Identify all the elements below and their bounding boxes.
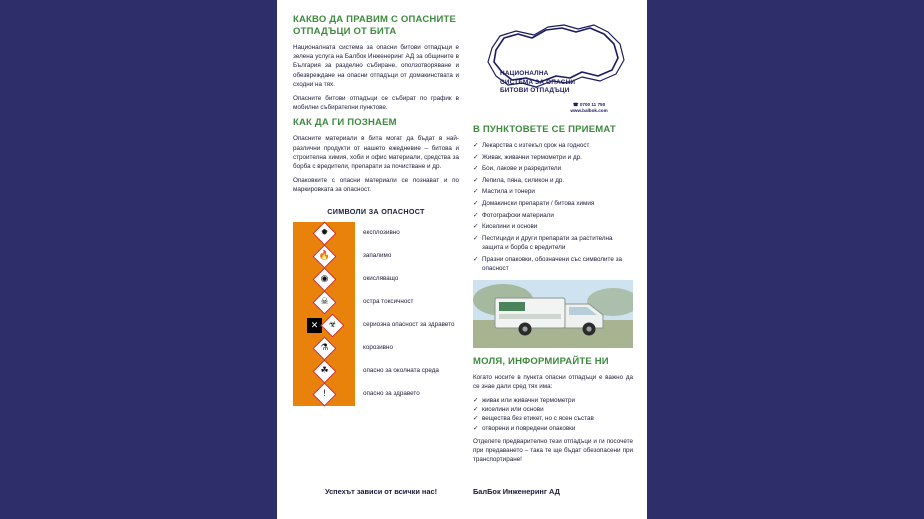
list-item: ✓ Празни опаковки, обозначени със символите за опасност <box>473 255 623 273</box>
health-hazard-exclamation-icon: ! <box>293 383 355 406</box>
paragraph-schedule: Опасните битови отпадъци се събират по график в мобилни събирателни пунктове. <box>293 95 459 112</box>
accepted-items-list <box>473 141 633 274</box>
symbol-row <box>293 314 459 337</box>
check-icon: ✓ <box>473 406 479 414</box>
logo-contact <box>552 102 626 115</box>
footer-slogan: Успехът зависи от всички нас! <box>324 487 438 496</box>
check-icon: ✓ <box>473 188 479 196</box>
symbol-row <box>293 383 459 406</box>
list-item: ✓ Живак, живачни термометри и др. <box>473 153 582 161</box>
symbol-label: корозивно <box>363 344 393 352</box>
paragraph-system-description: Националната система за опасни битови отпадъци е зелена услуга на Балбок Инженеринг АД за общините в България за разделно събиране, оползотворяване и обезвреждане на опасни отпадъци от домакинствата и сходни на тях. <box>293 44 459 88</box>
symbol-row <box>293 337 459 360</box>
logo-name-line1: НАЦИОНАЛНА <box>500 70 549 77</box>
leaflet-sheet <box>277 0 647 519</box>
logo-name <box>500 70 622 96</box>
symbol-label: опасно за околната среда <box>363 367 439 375</box>
check-icon: ✓ <box>473 142 479 149</box>
list-item: ✓ отворени и повредени опаковки <box>473 424 576 432</box>
symbol-label: остра токсичност <box>363 298 414 306</box>
list-item: ✓ киселини или основи <box>473 406 544 414</box>
symbols-title: СИМВОЛИ ЗА ОПАСНОСТ <box>327 206 425 216</box>
check-icon: ✓ <box>473 211 479 219</box>
section-title-how-to-recognize: КАК ДА ГИ ПОЗНАЕМ <box>293 117 397 129</box>
bulgaria-map-icon <box>478 14 628 114</box>
list-item: ✓ Бои, лакове и разредители <box>473 165 562 173</box>
collection-truck-photo <box>473 280 633 348</box>
list-item: ✓ Лекарства с изтекъл срок на годност <box>473 142 590 149</box>
paragraph-inform-closing: Отделете предварително тези отпадъци и ги посочете при предаването – така те ще бъдат обезопасени при транспортиране! <box>473 437 633 464</box>
list-item: ✓ Домакински препарати / битова химия <box>473 199 595 207</box>
section-title-what-to-do: КАКВО ДА ПРАВИМ С ОПАСНИТЕ ОТПАДЪЦИ ОТ БИТА <box>293 14 457 37</box>
footer-company: БалБок Инженеринг АД <box>473 487 560 496</box>
website-url[interactable]: www.balbok.com <box>570 108 608 114</box>
logo-block <box>478 14 628 124</box>
list-item: ✓ Лепила, пяна, силикон и др. <box>473 176 565 184</box>
check-icon: ✓ <box>473 165 479 173</box>
right-column <box>473 14 633 469</box>
logo-name-line2: СИСТЕМА ЗА ОПАСНИ <box>500 78 576 86</box>
symbol-label: запалимо <box>363 252 392 260</box>
list-item: ✓ Пестициди и други препарати за растителна защита и борба с вредители <box>473 234 613 252</box>
symbol-label: окисляващо <box>363 275 399 283</box>
check-icon: ✓ <box>473 255 479 263</box>
phone-number: ☎ 0700 11 750 <box>572 102 606 107</box>
left-column <box>293 14 459 406</box>
section-title-accepted-items: В ПУНКТОВЕТЕ СЕ ПРИЕМАТ <box>473 124 616 135</box>
symbol-label: сериозна опасност за здравето <box>363 321 455 329</box>
hazard-symbols-table <box>293 222 459 406</box>
oxidizing-icon: ◉ <box>293 268 355 291</box>
symbol-row <box>293 268 459 291</box>
check-icon: ✓ <box>473 153 479 161</box>
serious-health-hazard-icon: ✕ ☣ <box>293 314 355 337</box>
paragraph-inform-intro: Когато носите в пункта опасни отпадъци е важно да се знае дали сред тях има: <box>473 373 633 390</box>
symbol-row <box>293 222 459 245</box>
logo-name-line3: БИТОВИ ОТПАДЪЦИ <box>500 87 570 95</box>
inform-items-list <box>473 396 633 433</box>
list-item: ✓ Фотографски материали <box>473 211 554 219</box>
list-item: ✓ вещества без етикет, но с ясен състав <box>473 415 594 423</box>
check-icon: ✓ <box>473 424 479 432</box>
check-icon: ✓ <box>473 396 479 404</box>
list-item: ✓ Мастила и тонери <box>473 188 535 196</box>
check-icon: ✓ <box>473 234 479 242</box>
list-item: ✓ Киселини и основи <box>473 223 538 231</box>
check-icon: ✓ <box>473 199 479 207</box>
environment-hazard-icon: ☘ <box>293 360 355 383</box>
list-item: ✓ живак или живачни термометри <box>473 396 576 404</box>
explosive-icon: ✹ <box>293 222 355 245</box>
check-icon: ✓ <box>473 176 479 184</box>
section-title-inform-us: МОЛЯ, ИНФОРМИРАЙТЕ НИ <box>473 355 609 367</box>
symbol-row <box>293 291 459 314</box>
flammable-icon: 🔥 <box>293 245 355 268</box>
corrosive-icon: ⚗ <box>293 337 355 360</box>
symbol-row <box>293 245 459 268</box>
symbol-label: опасно за здравето <box>363 390 420 398</box>
check-icon: ✓ <box>473 223 479 231</box>
acute-toxicity-skull-icon: ☠ <box>293 291 355 314</box>
paragraph-marking: Опаковките с опасни материали се познават и по маркировката за опасност. <box>293 177 459 194</box>
symbol-row <box>293 360 459 383</box>
check-icon: ✓ <box>473 415 479 423</box>
paragraph-hazard-products: Опасните материали в бита могат да бъдат в най-различни продукти от нашето ежедневие – битова и строителна химия, хоби и офис материали, средства за борба с вредители, препарати за почистване и др. <box>293 135 459 171</box>
symbol-label: експлозивно <box>363 229 400 237</box>
